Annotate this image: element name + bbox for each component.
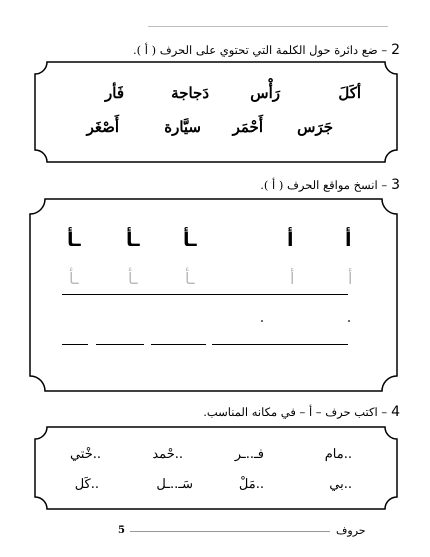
exercise-4-heading	[203, 404, 400, 420]
fill-in-word[interactable]: ..بي	[329, 477, 352, 492]
writing-dot	[348, 320, 350, 322]
fill-in-word[interactable]: ..خْتي	[69, 447, 101, 462]
fill-in-word[interactable]: ..مَلْ	[238, 477, 264, 492]
word-option[interactable]: سيَّارة	[164, 118, 201, 136]
letter-form: أ	[345, 229, 352, 251]
word-option[interactable]: فَأر	[105, 84, 124, 102]
writing-line	[62, 294, 348, 295]
scalloped-border	[30, 199, 397, 391]
tracing-letter: أ	[290, 269, 295, 288]
exercise-4-number: 4	[391, 404, 400, 420]
exercise-2-instruction: – ضع دائرة حول الكلمة التي تحتوي على الحرف ( أ ).	[133, 43, 388, 57]
writing-line[interactable]	[212, 344, 348, 345]
tracing-letter: أ	[348, 269, 353, 288]
tracing-letter: ـأ	[128, 269, 138, 288]
writing-line[interactable]	[151, 344, 206, 345]
exercise-3-heading	[260, 177, 400, 193]
exercise-3-instruction: – انسخ مواقع الحرف ( أ ).	[260, 178, 388, 192]
tracing-letter: ـأ	[69, 269, 79, 288]
writing-line[interactable]	[62, 344, 88, 345]
footer-title: حروف	[336, 524, 366, 537]
footer-rule	[130, 531, 330, 532]
exercise-4-instruction: – اكتب حرف – أ – في مكانه المناسب.	[203, 405, 388, 419]
letter-form: ـأ	[126, 229, 140, 251]
exercise-3-number: 3	[391, 177, 400, 193]
fill-in-word[interactable]: سَـ..ـل	[156, 477, 193, 492]
scalloped-border	[35, 427, 397, 509]
scalloped-border	[35, 62, 397, 162]
word-option[interactable]: أَصْغَر	[86, 118, 119, 136]
letter-form: ـأ	[67, 229, 81, 251]
exercise-4-frame	[35, 427, 397, 509]
letter-form: ـأ	[183, 229, 197, 251]
word-option[interactable]: أكَلَ	[338, 84, 361, 102]
fill-in-word[interactable]: ..حْمد	[152, 447, 183, 462]
writing-line[interactable]	[96, 344, 144, 345]
exercise-2-number: 2	[391, 42, 400, 58]
top-rule	[148, 26, 388, 27]
exercise-2-frame	[35, 62, 397, 162]
word-option[interactable]: دَجاجة	[171, 84, 209, 102]
writing-dot	[261, 320, 263, 322]
fill-in-word[interactable]: ..مام	[324, 447, 352, 462]
fill-in-word[interactable]: ..كَل	[74, 477, 99, 492]
exercise-3-frame	[30, 199, 397, 391]
word-option[interactable]: أَحْمَر	[232, 118, 263, 136]
tracing-letter: ـأ	[185, 269, 195, 288]
word-option[interactable]: رَأْس	[250, 84, 280, 102]
letter-form: أ	[287, 229, 294, 251]
fill-in-word[interactable]: فـ..ـر	[234, 447, 264, 462]
word-option[interactable]: جَرَس	[297, 118, 333, 136]
exercise-2-heading	[133, 42, 400, 58]
page-number: 5	[118, 525, 125, 536]
